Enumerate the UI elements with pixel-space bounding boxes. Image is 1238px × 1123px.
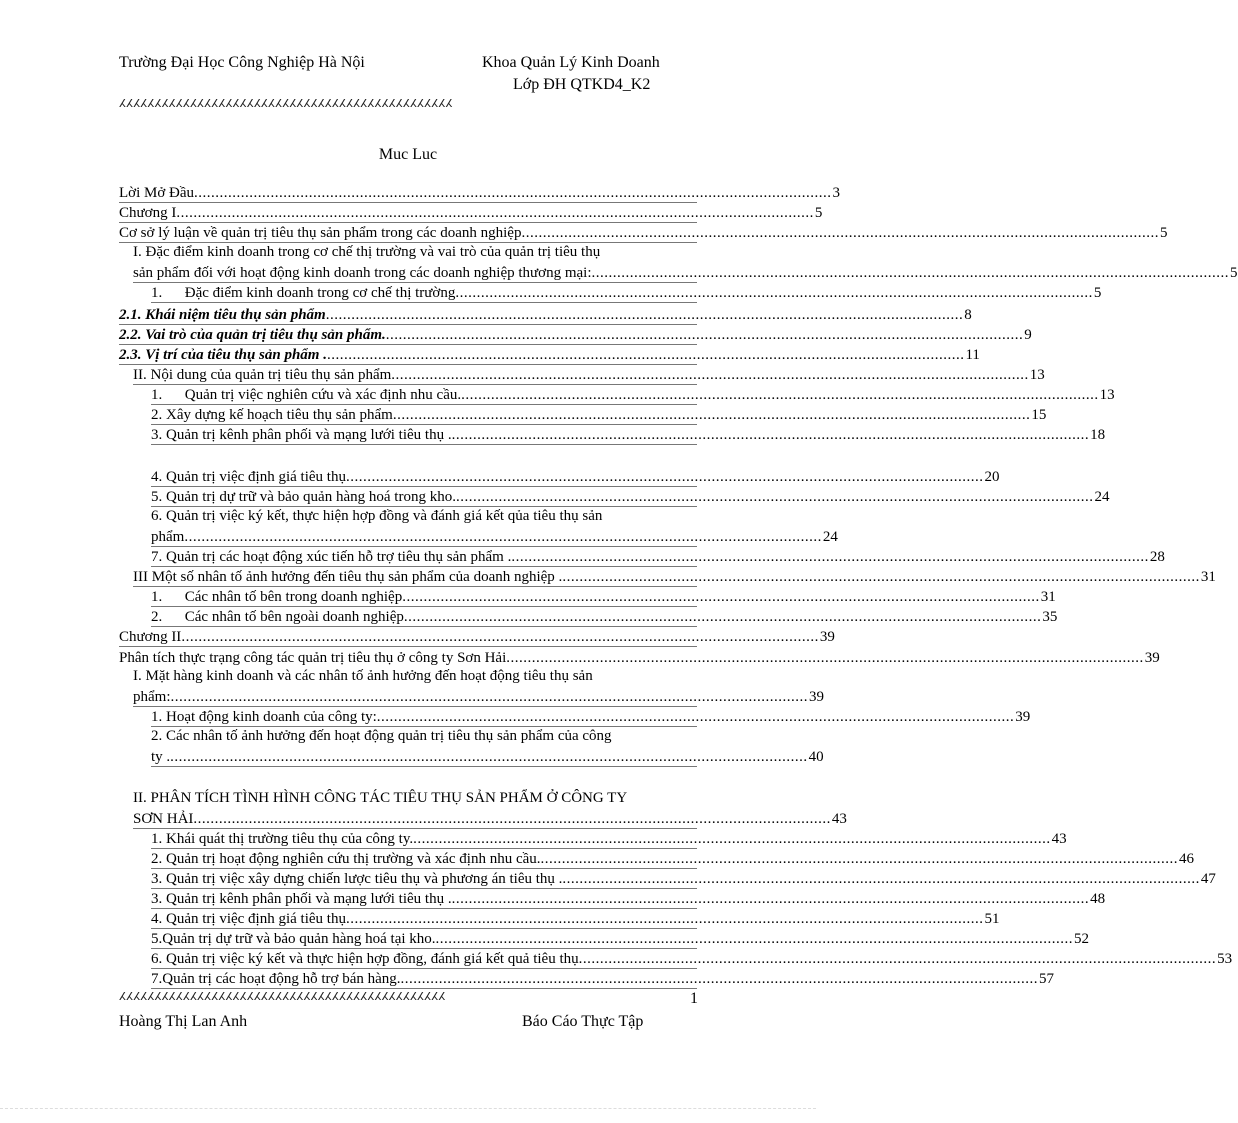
toc-entry: Chương I ...................................................................................................................................................... 5 <box>119 205 823 221</box>
toc-entry: II. Nội dung của quản trị tiêu thụ sản phẩm ...................................................................................................................................................... 13 <box>133 367 1045 383</box>
toc-entry-page: 51 <box>984 911 1000 927</box>
toc-entry-text: 4. Quản trị việc định giá tiêu thụ <box>151 911 346 927</box>
toc-entry: sản phẩm đối với hoạt động kinh doanh trong các doanh nghiệp thương mại: ...................................................................................................................................................... 5 <box>133 265 1238 281</box>
toc-entry-text: III Một số nhân tố ảnh hưởng đến tiêu thụ sản phẩm của doanh nghiệp . <box>133 569 563 585</box>
toc-entry-text: 2.3. Vị trí của tiêu thụ sản phẩm . <box>119 347 327 363</box>
toc-entry: 2. Các nhân tố bên ngoài doanh nghiệp ...................................................................................................................................................... 35 <box>151 609 1058 625</box>
report-title: Báo Cáo Thực Tập <box>522 1013 644 1030</box>
toc-entry: 4. Quản trị việc định giá tiêu thụ ...................................................................................................................................................... 20 <box>151 469 1000 485</box>
toc-entry-page: 35 <box>1042 609 1058 625</box>
toc-entry-line1: 6. Quản trị việc ký kết, thực hiện hợp đồng và đánh giá kết qủa tiêu thụ sản <box>151 508 603 524</box>
toc-entry-text: II. Nội dung của quản trị tiêu thụ sản phẩm <box>133 367 392 383</box>
toc-entry-page: 43 <box>1051 831 1067 847</box>
toc-entry-text: 2. Xây dựng kế hoạch tiêu thụ sản phẩm <box>151 407 393 423</box>
toc-entry-page: 20 <box>984 469 1000 485</box>
toc-entry-page: 11 <box>965 347 980 363</box>
toc-entry: phẩm ...................................................................................................................................................... 24 <box>151 529 838 545</box>
page-number: 1 <box>690 990 698 1007</box>
page-bottom-divider <box>0 1108 816 1109</box>
toc-entry: 3. Quản trị việc xây dựng chiến lược tiêu thụ và phương án tiêu thụ . ...................................................................................................................................................... 47 <box>151 871 1216 887</box>
toc-entry-text: 2. Các nhân tố bên ngoài doanh nghiệp <box>151 609 404 625</box>
toc-entry-page: 5 <box>1230 265 1238 281</box>
toc-entry: 7. Quản trị các hoạt động xúc tiến hỗ trợ tiêu thụ sản phẩm . ...................................................................................................................................................... 28 <box>151 549 1165 565</box>
toc-entry-page: 52 <box>1074 931 1090 947</box>
toc-entry-text: Chương I <box>119 205 177 221</box>
toc-entry-text: 3. Quản trị kênh phân phối và mạng lưới tiêu thụ . <box>151 427 452 443</box>
toc-entry: 1. Quản trị việc nghiên cứu và xác định nhu cầu. ...................................................................................................................................................... 13 <box>151 387 1115 403</box>
toc-entry: 7.Quản trị các hoạt động hỗ trợ bán hàng. ...................................................................................................................................................... 57 <box>151 971 1055 987</box>
toc-entry-text: ty . <box>151 749 171 765</box>
toc-entry-page: 24 <box>1094 489 1110 505</box>
toc-entry-page: 57 <box>1039 971 1055 987</box>
toc-entry: SƠN HẢI ...................................................................................................................................................... 43 <box>133 811 847 827</box>
toc-entry: ty . ...................................................................................................................................................... 40 <box>151 749 824 765</box>
toc-entry-page: 31 <box>1040 589 1056 605</box>
toc-entry-page: 39 <box>809 689 824 705</box>
toc-entry-text: 7. Quản trị các hoạt động xúc tiến hỗ trợ tiêu thụ sản phẩm . <box>151 549 512 565</box>
toc-entry: III Một số nhân tố ảnh hưởng đến tiêu thụ sản phẩm của doanh nghiệp . ...................................................................................................................................................... 31 <box>133 569 1216 585</box>
toc-entry-page: 39 <box>819 629 835 645</box>
toc-entry-text: 7.Quản trị các hoạt động hỗ trợ bán hàng. <box>151 971 401 987</box>
toc-entry-text: 1. Đặc điểm kinh doanh trong cơ chế thị trường <box>151 285 456 301</box>
toc-entry: 2.3. Vị trí của tiêu thụ sản phẩm . ...................................................................................................................................................... 11 <box>119 347 980 363</box>
class-name: Lớp ĐH QTKD4_K2 <box>513 76 651 93</box>
toc-entry: 3. Quản trị kênh phân phối và mạng lưới tiêu thụ . ...................................................................................................................................................... 18 <box>151 427 1106 443</box>
toc-entry-text: Phân tích thực trạng công tác quản trị tiêu thụ ở công ty Sơn Hải <box>119 650 507 666</box>
toc-entry: phẩm: ...................................................................................................................................................... 39 <box>133 689 824 705</box>
toc-entry-page: 13 <box>1029 367 1045 383</box>
toc-entry-line1: I. Mặt hàng kinh doanh và các nhân tố ảnh hưởng đến hoạt động tiêu thụ sản <box>133 668 593 684</box>
toc-entry-page: 39 <box>1015 709 1031 725</box>
toc-entry: Chương II ...................................................................................................................................................... 39 <box>119 629 835 645</box>
toc-entry-text: 1. Khái quát thị trường tiêu thụ của công ty. <box>151 831 414 847</box>
author-name: Hoàng Thị Lan Anh <box>119 1013 248 1030</box>
toc-entry: 1. Đặc điểm kinh doanh trong cơ chế thị trường ...................................................................................................................................................... 5 <box>151 285 1102 301</box>
toc-entry-page: 18 <box>1090 427 1106 443</box>
toc-entry: 5.Quản trị dự trữ và bảo quản hàng hoá tại kho. ...................................................................................................................................................... 52 <box>151 931 1090 947</box>
toc-entry-text: 4. Quản trị việc định giá tiêu thụ <box>151 469 346 485</box>
toc-entry: Cơ sở lý luận về quản trị tiêu thụ sản phẩm trong các doanh nghiệp ...................................................................................................................................................... 5 <box>119 225 1168 241</box>
toc-entry: 5. Quản trị dự trữ và bảo quản hàng hoá trong kho. ...................................................................................................................................................... 24 <box>151 489 1110 505</box>
toc-entry-page: 40 <box>808 749 824 765</box>
toc-entry-page: 31 <box>1200 569 1216 585</box>
toc-entry-text: Cơ sở lý luận về quản trị tiêu thụ sản phẩm trong các doanh nghiệp <box>119 225 522 241</box>
toc-entry-page: 5 <box>814 205 823 221</box>
toc-entry-page: 5 <box>1159 225 1168 241</box>
toc-entry-text: sản phẩm đối với hoạt động kinh doanh trong các doanh nghiệp thương mại: <box>133 265 592 281</box>
toc-entry: 1. Khái quát thị trường tiêu thụ của công ty. ...................................................................................................................................................... 43 <box>151 831 1067 847</box>
footer-ornament: ⵃⵃⵃⵃⵃⵃⵃⵃⵃⵃⵃⵃⵃⵃⵃⵃⵃⵃⵃⵃⵃⵃⵃⵃⵃⵃⵃⵃⵃⵃⵃⵃⵃⵃⵃⵃⵃⵃⵃⵃⵃⵃⵃⵃⵃⵃ <box>119 991 446 1003</box>
toc-entry: 4. Quản trị việc định giá tiêu thụ ...................................................................................................................................................... 51 <box>151 911 1000 927</box>
toc-entry-text: phẩm <box>151 529 185 545</box>
toc-entry: 2.1. Khái niệm tiêu thụ sản phẩm ...................................................................................................................................................... 8 <box>119 307 972 323</box>
toc-entry: 2. Quản trị hoạt động nghiên cứu thị trường và xác định nhu cầu. ...................................................................................................................................................... 46 <box>151 851 1195 867</box>
toc-entry-page: 43 <box>831 811 847 827</box>
toc-entry-page: 39 <box>1144 650 1160 666</box>
toc-entry-text: 5. Quản trị dự trữ và bảo quản hàng hoá trong kho. <box>151 489 456 505</box>
table-of-contents <box>119 183 1238 989</box>
toc-entry: 1. Các nhân tố bên trong doanh nghiệp ...................................................................................................................................................... 31 <box>151 589 1056 605</box>
toc-entry: 1. Hoạt động kinh doanh của công ty: ...................................................................................................................................................... 39 <box>151 709 1031 725</box>
toc-entry-line1: 2. Các nhân tố ảnh hưởng đến hoạt động quản trị tiêu thụ sản phẩm của công <box>151 728 612 744</box>
toc-entry-text: 1. Các nhân tố bên trong doanh nghiệp <box>151 589 403 605</box>
toc-entry-page: 9 <box>1024 327 1032 343</box>
toc-entry-line1: II. PHÂN TÍCH TÌNH HÌNH CÔNG TÁC TIÊU THỤ SẢN PHẨM Ở CÔNG TY <box>133 790 628 806</box>
toc-entry-text: 3. Quản trị việc xây dựng chiến lược tiêu thụ và phương án tiêu thụ . <box>151 871 563 887</box>
school-name: Trường Đại Học Công Nghiệp Hà Nội <box>119 54 365 71</box>
toc-entry-text: 1. Hoạt động kinh doanh của công ty: <box>151 709 377 725</box>
toc-entry-page: 28 <box>1149 549 1165 565</box>
page-title: Muc Luc <box>378 146 438 163</box>
toc-entry-page: 15 <box>1031 407 1047 423</box>
toc-entry-text: SƠN HẢI <box>133 811 194 827</box>
toc-entry-page: 8 <box>964 307 972 323</box>
toc-entry-text: 1. Quản trị việc nghiên cứu và xác định nhu cầu. <box>151 387 462 403</box>
toc-entry-page: 3 <box>832 185 841 201</box>
toc-entry-text: 2.2. Vai trò của quản trị tiêu thụ sản phẩm. <box>119 327 386 343</box>
toc-entry-text: 6. Quản trị việc ký kết và thực hiện hợp đồng, đánh giá kết quả tiêu thụ <box>151 951 579 967</box>
toc-entry-page: 53 <box>1217 951 1233 967</box>
toc-entry-page: 24 <box>822 529 838 545</box>
toc-entry-page: 46 <box>1179 851 1195 867</box>
toc-entry-page: 5 <box>1093 285 1102 301</box>
toc-entry-line1: I. Đặc điểm kinh doanh trong cơ chế thị trường và vai trò của quản trị tiêu thụ <box>133 244 601 260</box>
toc-entry-text: 2.1. Khái niệm tiêu thụ sản phẩm <box>119 307 326 323</box>
faculty-name: Khoa Quản Lý Kinh Doanh <box>482 54 660 71</box>
header-ornament: ⵃⵃⵃⵃⵃⵃⵃⵃⵃⵃⵃⵃⵃⵃⵃⵃⵃⵃⵃⵃⵃⵃⵃⵃⵃⵃⵃⵃⵃⵃⵃⵃⵃⵃⵃⵃⵃⵃⵃⵃⵃⵃⵃⵃⵃⵃⵃ <box>119 98 453 110</box>
toc-entry-text: phẩm: <box>133 689 171 705</box>
toc-entry: 3. Quản trị kênh phân phối và mạng lưới tiêu thụ . ...................................................................................................................................................... 48 <box>151 891 1106 907</box>
toc-entry: 2. Xây dựng kế hoạch tiêu thụ sản phẩm ...................................................................................................................................................... 15 <box>151 407 1047 423</box>
toc-entry-text: Chương II <box>119 629 182 645</box>
toc-entry-text: Lời Mở Đầu <box>119 185 195 201</box>
toc-entry: 2.2. Vai trò của quản trị tiêu thụ sản phẩm. ...................................................................................................................................................... 9 <box>119 327 1032 343</box>
toc-entry-text: 2. Quản trị hoạt động nghiên cứu thị trường và xác định nhu cầu. <box>151 851 541 867</box>
toc-entry-text: 3. Quản trị kênh phân phối và mạng lưới tiêu thụ . <box>151 891 452 907</box>
toc-entry-text: 5.Quản trị dự trữ và bảo quản hàng hoá tại kho. <box>151 931 436 947</box>
toc-entry-page: 13 <box>1099 387 1115 403</box>
toc-entry-page: 48 <box>1090 891 1106 907</box>
toc-entry: 6. Quản trị việc ký kết và thực hiện hợp đồng, đánh giá kết quả tiêu thụ ...................................................................................................................................................... 53 <box>151 951 1233 967</box>
toc-entry: Lời Mở Đầu ...................................................................................................................................................... 3 <box>119 185 841 201</box>
toc-entry-page: 47 <box>1200 871 1216 887</box>
toc-entry: Phân tích thực trạng công tác quản trị tiêu thụ ở công ty Sơn Hải ...................................................................................................................................................... 39 <box>119 650 1160 666</box>
